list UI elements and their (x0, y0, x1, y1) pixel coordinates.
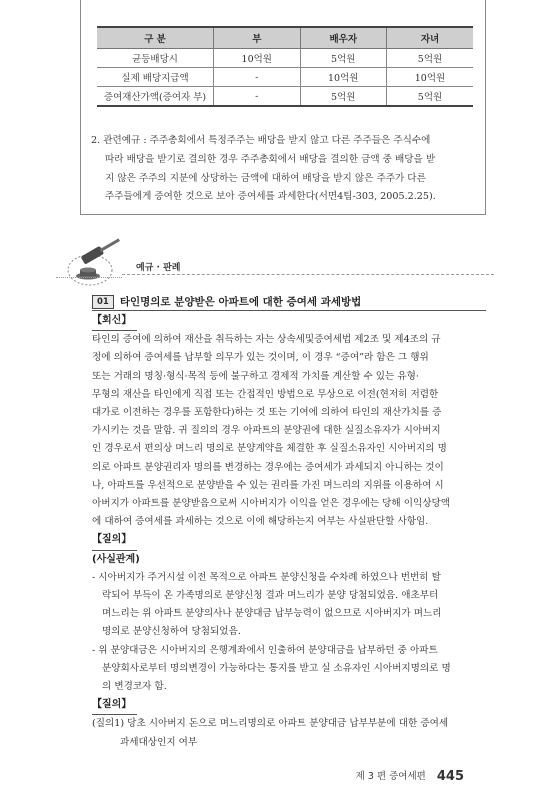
table-cell: 5억원 (300, 49, 386, 68)
table-header: 자녀 (386, 27, 473, 49)
text-line: 또는 거래의 명칭·형식·목적 등에 불구하고 경제적 가치를 계산할 수 있는 유형· (92, 370, 419, 382)
page-footer (356, 768, 464, 784)
fact-item (92, 569, 488, 642)
text-line: 명의로 분양신청하여 당첨되었음. (102, 626, 241, 638)
footer-section: 제 3 편 증여세편 (355, 771, 426, 782)
page-number: 445 (436, 769, 464, 784)
section-label: 예규 · 판례 (136, 263, 181, 273)
text-line: 며느리는 위 아파트 분양의사나 분양대금 납부능력이 없으므로 시아버지가 며느리 (102, 608, 442, 620)
question-heading: 【질의】 (92, 531, 137, 550)
text-line: 타인의 증여에 의하여 재산을 취득하는 자는 상속세및증여세법 제2조 및 제4조의 규 (92, 334, 441, 346)
section-header (56, 230, 496, 290)
case-title-text: 타인명의로 분양받은 아파트에 대한 증여세 과세방법 (119, 296, 362, 308)
reply-heading: 【회신】 (92, 312, 137, 331)
note-line: 2. 관련예규 : 주주총회에서 특정주주는 배당을 받지 않고 다른 주주들은 주식수에 (91, 135, 431, 146)
text-line: 의 변경코자 함. (102, 681, 167, 693)
table-cell: 실제 배당지급액 (97, 68, 214, 87)
divider (122, 274, 494, 275)
text-line: 아버지가 아파트를 분양받음으로써 시아버지가 이익을 얻은 경우에는 당해 이익상당액 (92, 498, 451, 510)
table-cell: 5억원 (386, 87, 473, 107)
table-header-row (97, 27, 473, 49)
question-item (92, 715, 488, 751)
table-cell: 10억원 (300, 68, 386, 87)
text-line: - 시아버지가 주거시설 이전 목적으로 아파트 분양신청을 수차례 하였으나 번번히 탈 (92, 571, 441, 583)
table-cell: 10억원 (386, 68, 473, 87)
reply-text (92, 331, 488, 531)
table-cell: - (214, 68, 300, 87)
question-heading-2: 【질의】 (92, 696, 137, 715)
facts-heading: (사실관계) (92, 553, 140, 565)
case-title (92, 294, 361, 309)
table-row (97, 49, 473, 68)
table-cell: 5억원 (386, 49, 473, 68)
table-cell: 5억원 (300, 87, 386, 107)
note-line: 지 않은 주주의 지분에 상당하는 금액에 대하여 배당을 받지 않은 주주가 다른 (105, 172, 426, 184)
text-line: 인 경우로서 편의상 며느리 명의로 분양계약을 체결한 후 실질소유자인 시아버지의 명 (92, 443, 447, 455)
example-box (80, 0, 486, 215)
related-ruling-note (91, 132, 473, 207)
text-line: (질의1) 당초 시아버지 돈으로 며느리명의로 아파트 분양대금 납부부분에 대한 증여세 (92, 718, 449, 730)
table-cell: 균등배당시 (97, 49, 214, 68)
case-number-badge: 01 (92, 295, 114, 309)
table-cell: 증여재산가액(증여자 부) (97, 87, 214, 107)
text-line: - 위 분양대금은 시아버지의 은행계좌에서 인출하여 분양대금을 납부하던 중 아파트 (92, 644, 438, 656)
divider (92, 310, 486, 311)
text-line: 분양회사로부터 명의변경이 가능하다는 통지를 받고 실 소유자인 시아버지명의로 명 (102, 662, 451, 674)
text-line: 대가로 이전하는 경우를 포함한다)하는 것 또는 기여에 의하여 타인의 재산가치를 증 (92, 407, 442, 419)
divider (56, 277, 122, 278)
note-line: 따라 배당을 받기로 결의한 경우 주주총회에서 배당을 결의한 금액 중 배당을 받 (105, 153, 436, 165)
text-line: 락되어 부득이 온 가족명의로 분양신청 결과 며느리가 분양 당첨되었음. 애초부터 (102, 590, 439, 602)
text-line: 나, 아파트를 우선적으로 분양받을 수 있는 권리를 가진 며느리의 지위를 이용하여 시 (92, 479, 444, 491)
text-line: 가시키는 것을 말함. 귀 질의의 경우 아파트의 분양권에 대한 실질소유자가 시아버지 (92, 425, 441, 437)
text-line: 과세대상인지 여부 (120, 736, 198, 748)
table-header: 부 (214, 27, 300, 49)
table-row (97, 87, 473, 107)
table-header: 배우자 (300, 27, 386, 49)
note-line: 주주들에게 증여한 것으로 보아 증여세를 과세한다(서면4팀-303, 2005.2.25). (105, 191, 436, 203)
table-header: 구 분 (97, 27, 214, 49)
fact-item (92, 642, 488, 697)
table-row (97, 68, 473, 87)
distribution-table (97, 26, 473, 107)
table-cell: - (214, 87, 300, 107)
table-cell: 10억원 (214, 49, 300, 68)
gavel-icon (64, 230, 124, 290)
case-body (92, 312, 488, 752)
text-line: 무형의 재산을 타인에게 직접 또는 간접적인 방법으로 무상으로 이전(현저히 저렴한 (92, 388, 439, 400)
text-line: 에 대하여 증여세를 과세하는 것으로 이에 해당하는지 여부는 사실판단할 사항임. (92, 516, 429, 528)
text-line: 의로 아파트 분양권리자 명의를 변경하는 경우에는 증여세가 과세되지 아니하는 것이 (92, 461, 444, 473)
text-line: 정에 의하여 증여세를 납부할 의무가 있는 것이며, 이 경우 “증여”라 함은 그 행위 (92, 352, 429, 364)
